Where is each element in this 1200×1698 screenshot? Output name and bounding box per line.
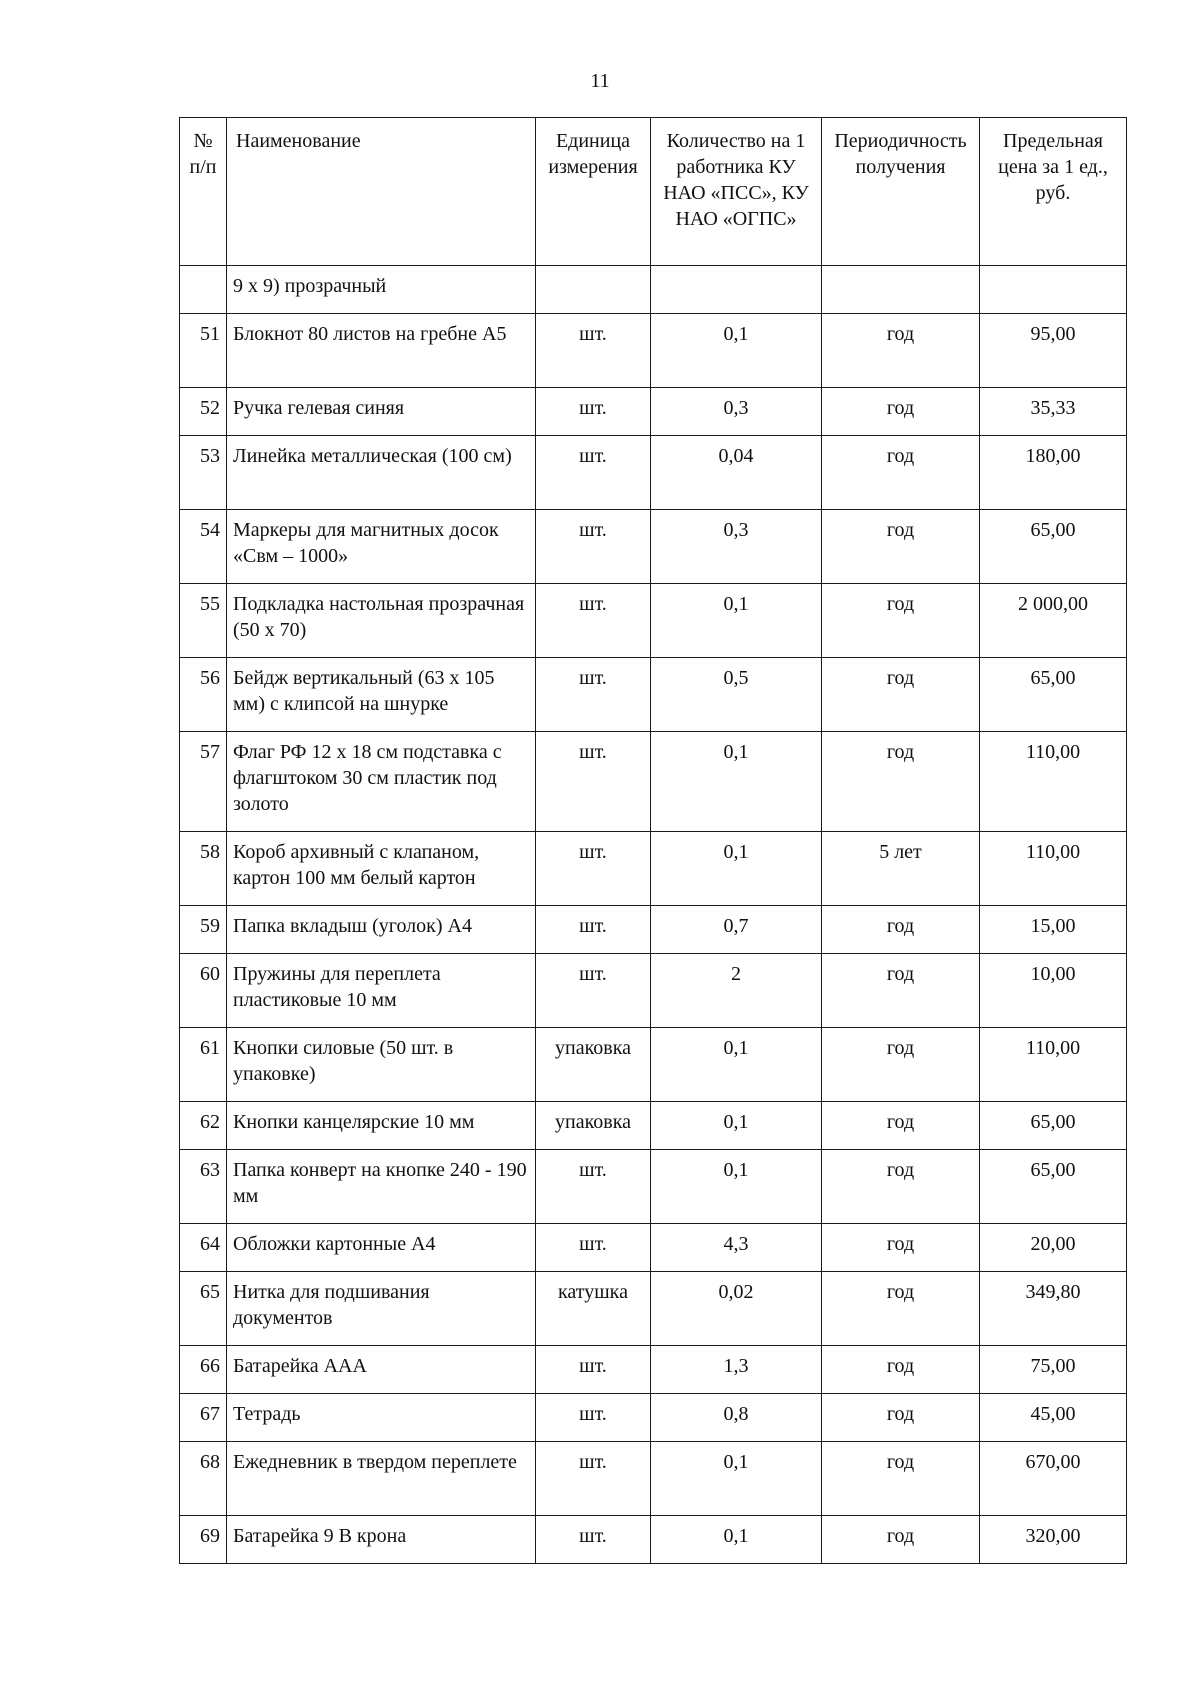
cell-unit: шт. — [536, 314, 651, 388]
cell-num: 58 — [180, 832, 227, 906]
cell-price: 110,00 — [980, 732, 1127, 832]
cell-price: 180,00 — [980, 436, 1127, 510]
cell-period: год — [822, 1346, 980, 1394]
cell-name: Маркеры для магнитных досок «Свм – 1000» — [227, 510, 536, 584]
cell-price: 320,00 — [980, 1516, 1127, 1564]
cell-unit: шт. — [536, 510, 651, 584]
cell-quantity: 0,1 — [651, 1150, 822, 1224]
cell-price — [980, 266, 1127, 314]
cell-quantity: 1,3 — [651, 1346, 822, 1394]
table-row — [180, 906, 1127, 954]
cell-num: 65 — [180, 1272, 227, 1346]
cell-num: 52 — [180, 388, 227, 436]
cell-unit: катушка — [536, 1272, 651, 1346]
cell-price: 45,00 — [980, 1394, 1127, 1442]
header-name: Наименование — [227, 118, 536, 266]
cell-name: Ежедневник в твердом переплете — [227, 1442, 536, 1516]
cell-quantity: 0,1 — [651, 584, 822, 658]
cell-name: Папка вкладыш (уголок) А4 — [227, 906, 536, 954]
table-row — [180, 1442, 1127, 1516]
cell-unit: шт. — [536, 1346, 651, 1394]
cell-num: 67 — [180, 1394, 227, 1442]
cell-name: Батарейка ААА — [227, 1346, 536, 1394]
cell-unit: упаковка — [536, 1028, 651, 1102]
cell-unit: упаковка — [536, 1102, 651, 1150]
cell-num: 64 — [180, 1224, 227, 1272]
cell-name: Кнопки силовые (50 шт. в упаковке) — [227, 1028, 536, 1102]
cell-period: год — [822, 1394, 980, 1442]
cell-price: 65,00 — [980, 1150, 1127, 1224]
continuation-row — [180, 266, 1127, 314]
cell-price: 65,00 — [980, 510, 1127, 584]
table-header-row — [180, 118, 1127, 266]
cell-unit: шт. — [536, 732, 651, 832]
cell-name: Тетрадь — [227, 1394, 536, 1442]
cell-period: год — [822, 388, 980, 436]
cell-price: 65,00 — [980, 658, 1127, 732]
cell-num: 53 — [180, 436, 227, 510]
cell-name: Ручка гелевая синяя — [227, 388, 536, 436]
cell-unit: шт. — [536, 584, 651, 658]
cell-name: Пружины для переплета пластиковые 10 мм — [227, 954, 536, 1028]
table-row — [180, 510, 1127, 584]
cell-name: Флаг РФ 12 х 18 см подставка с флагштоком 30 см пластик под золото — [227, 732, 536, 832]
table-row — [180, 584, 1127, 658]
cell-name: Кнопки канцелярские 10 мм — [227, 1102, 536, 1150]
cell-num: 57 — [180, 732, 227, 832]
table-row — [180, 1516, 1127, 1564]
cell-name: Бейдж вертикальный (63 х 105 мм) с клипсой на шнурке — [227, 658, 536, 732]
cell-num — [180, 266, 227, 314]
header-period: Периодичность получения — [822, 118, 980, 266]
table-row — [180, 732, 1127, 832]
table-row — [180, 388, 1127, 436]
cell-quantity — [651, 266, 822, 314]
cell-unit: шт. — [536, 1150, 651, 1224]
cell-quantity: 0,8 — [651, 1394, 822, 1442]
cell-unit: шт. — [536, 388, 651, 436]
table-row — [180, 954, 1127, 1028]
cell-num: 60 — [180, 954, 227, 1028]
cell-unit: шт. — [536, 906, 651, 954]
cell-quantity: 4,3 — [651, 1224, 822, 1272]
cell-period: год — [822, 1224, 980, 1272]
cell-price: 75,00 — [980, 1346, 1127, 1394]
cell-num: 69 — [180, 1516, 227, 1564]
cell-quantity: 0,1 — [651, 1442, 822, 1516]
header-unit: Единица измерения — [536, 118, 651, 266]
cell-num: 61 — [180, 1028, 227, 1102]
cell-period: год — [822, 1442, 980, 1516]
cell-name: Короб архивный с клапаном, картон 100 мм белый картон — [227, 832, 536, 906]
cell-period: год — [822, 436, 980, 510]
cell-period: год — [822, 584, 980, 658]
cell-price: 110,00 — [980, 832, 1127, 906]
page-number: 11 — [590, 70, 610, 92]
cell-unit: шт. — [536, 436, 651, 510]
cell-name: Нитка для подшивания документов — [227, 1272, 536, 1346]
cell-quantity: 2 — [651, 954, 822, 1028]
cell-unit: шт. — [536, 832, 651, 906]
supply-norms-table — [179, 117, 1127, 1564]
cell-unit: шт. — [536, 1394, 651, 1442]
cell-name: 9 х 9) прозрачный — [227, 266, 536, 314]
cell-name: Батарейка 9 В крона — [227, 1516, 536, 1564]
table-row — [180, 436, 1127, 510]
table-row — [180, 1346, 1127, 1394]
cell-period: год — [822, 1150, 980, 1224]
cell-num: 59 — [180, 906, 227, 954]
cell-name: Папка конверт на кнопке 240 - 190 мм — [227, 1150, 536, 1224]
cell-quantity: 0,1 — [651, 832, 822, 906]
cell-unit: шт. — [536, 954, 651, 1028]
cell-price: 10,00 — [980, 954, 1127, 1028]
table-row — [180, 1224, 1127, 1272]
header-price: Предельная цена за 1 ед., руб. — [980, 118, 1127, 266]
header-quantity: Количество на 1 работника КУ НАО «ПСС», КУ НАО «ОГПС» — [651, 118, 822, 266]
cell-unit: шт. — [536, 658, 651, 732]
cell-quantity: 0,3 — [651, 388, 822, 436]
cell-period: год — [822, 1102, 980, 1150]
cell-name: Линейка металлическая (100 см) — [227, 436, 536, 510]
cell-period: год — [822, 906, 980, 954]
cell-period: год — [822, 732, 980, 832]
cell-price: 20,00 — [980, 1224, 1127, 1272]
cell-quantity: 0,1 — [651, 314, 822, 388]
cell-price: 35,33 — [980, 388, 1127, 436]
cell-period: год — [822, 1516, 980, 1564]
cell-unit: шт. — [536, 1516, 651, 1564]
cell-quantity: 0,7 — [651, 906, 822, 954]
cell-period: год — [822, 1272, 980, 1346]
cell-num: 62 — [180, 1102, 227, 1150]
cell-num: 63 — [180, 1150, 227, 1224]
table-row — [180, 658, 1127, 732]
table-body — [180, 266, 1127, 1564]
cell-quantity: 0,3 — [651, 510, 822, 584]
cell-price: 670,00 — [980, 1442, 1127, 1516]
cell-quantity: 0,04 — [651, 436, 822, 510]
cell-period: год — [822, 954, 980, 1028]
table-row — [180, 832, 1127, 906]
cell-quantity: 0,1 — [651, 1102, 822, 1150]
cell-name: Блокнот 80 листов на гребне А5 — [227, 314, 536, 388]
cell-quantity: 0,1 — [651, 732, 822, 832]
table-row — [180, 1150, 1127, 1224]
table-row — [180, 1102, 1127, 1150]
cell-price: 95,00 — [980, 314, 1127, 388]
table-row — [180, 1272, 1127, 1346]
cell-num: 56 — [180, 658, 227, 732]
cell-num: 66 — [180, 1346, 227, 1394]
cell-quantity: 0,1 — [651, 1028, 822, 1102]
cell-quantity: 0,5 — [651, 658, 822, 732]
table-row — [180, 314, 1127, 388]
header-num: № п/п — [180, 118, 227, 266]
cell-quantity: 0,1 — [651, 1516, 822, 1564]
cell-price: 110,00 — [980, 1028, 1127, 1102]
cell-num: 55 — [180, 584, 227, 658]
table-row — [180, 1394, 1127, 1442]
cell-name: Подкладка настольная прозрачная (50 х 70) — [227, 584, 536, 658]
cell-unit — [536, 266, 651, 314]
cell-num: 51 — [180, 314, 227, 388]
cell-unit: шт. — [536, 1224, 651, 1272]
cell-price: 2 000,00 — [980, 584, 1127, 658]
cell-period: 5 лет — [822, 832, 980, 906]
cell-price: 65,00 — [980, 1102, 1127, 1150]
table-row — [180, 1028, 1127, 1102]
cell-period: год — [822, 314, 980, 388]
cell-period: год — [822, 510, 980, 584]
cell-price: 349,80 — [980, 1272, 1127, 1346]
cell-period: год — [822, 658, 980, 732]
cell-period — [822, 266, 980, 314]
cell-num: 54 — [180, 510, 227, 584]
cell-period: год — [822, 1028, 980, 1102]
cell-quantity: 0,02 — [651, 1272, 822, 1346]
cell-num: 68 — [180, 1442, 227, 1516]
cell-name: Обложки картонные А4 — [227, 1224, 536, 1272]
cell-price: 15,00 — [980, 906, 1127, 954]
cell-unit: шт. — [536, 1442, 651, 1516]
